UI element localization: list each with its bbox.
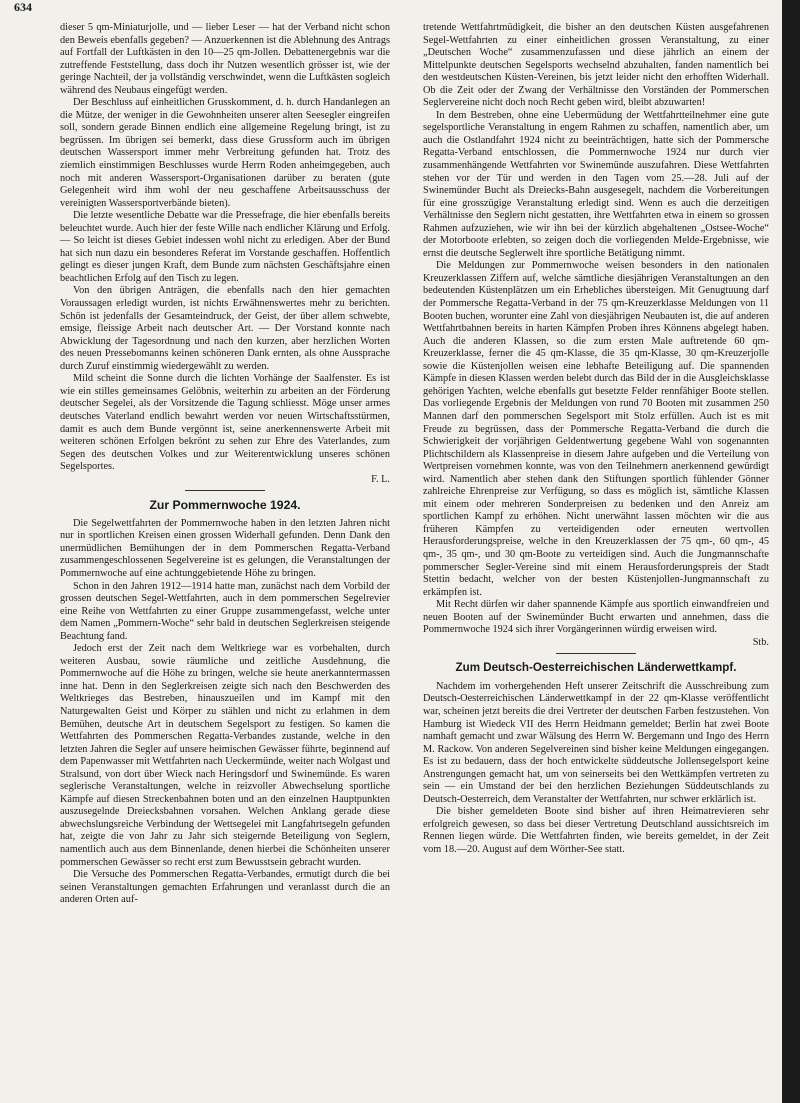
signature: Stb. bbox=[752, 636, 769, 648]
paragraph: Der Beschluss auf einheitlichen Grusskomment, d. h. durch Handanlegen an die Mütze, der weniger in die Gewohnheiten unserer alten Seesegler eingreifen soll, sondern gerade Binnen endlich eine allgemeine Regelung bringt, ist zu begrüssen. Im übrigen sei bemerkt, dass diese Grussform auch im übrigen deutschen Wassersport immer mehr Verbreitung gefunden hat. Trotz des ziemlich einstimmigen Beschlusses wurde Herrn Roden anheimgegeben, auch noch mit anderen Wassersport-Organisationen darüber zu beraten (gute Gelegenheit wird ihm wohl der neu geschaffene Arbeitsausschuss der vereinigten Wassersportverbände bieten). bbox=[60, 97, 390, 209]
paragraph: Die letzte wesentliche Debatte war die Pressefrage, die hier ebenfalls bereits beleuchtet wurde. Auch hier der feste Wille nach endlicher Klärung und Erfolg. — So leicht ist dieses Gebiet indessen wohl nicht zu erledigen. Aber der Bund hat sich nun dazu ein besonderes Referat im Vorstande geschaffen. Hoffentlich gelingt es dieser jungen Kraft, dem Bunde zum nächsten Geschäftsjahre einen beachtlichen Erfolg auf den Tisch zu legen. bbox=[60, 210, 390, 284]
paragraph: dieser 5 qm-Miniaturjolle, und — lieber Leser — hat der Verband nicht schon den Beweis ebenfalls gegeben? — Anzuerkennen ist die Ablehnung des Antrags auf Fortfall der Luftkästen in den 10—25 qm-Jollen. Debattenergebnis war die zutreffende Feststellung, dass doch ihr Nutzen wesentlich grösser ist, wie der geringe Nachteil, der ja vollständig verschwindet, wenn die Luftkästen sogleich während des Neubaus eingefügt werden. bbox=[60, 22, 390, 96]
paragraph: In dem Bestreben, ohne eine Uebermüdung der Wettfahrtteilnehmer eine gute segelsportliche Veranstaltung in engem Rahmen zu schaffen, namentlich aber, um auch die Ostlandfahrt 1924 nicht zu beeinträchtigen, hatte sich der Pommersche Regatta-Verband entschlossen, die Pommernwoche 1924 nur durch vier zusammenhängende Wettfahrten vor Swinemünde auszufahren. Diese Wettfahrten stehen vor der Tür und werden in den Tagen vom 25.—28. Juli auf der Swinemünder Bucht als Dreiecks-Bahn ausgesegelt, nachdem die Vorbereitungen für eine grosszügige Veranstaltung erledigt sind. Wenn es auch die derzeitigen Verhältnisse den Seglern nicht gestatten, ihre Wettfahrten etwa in einem so grossen Rahmen aufzuziehen, wie wir ihn bei der kürzlich abgehaltenen „Ostsee-Woche“ der Motorboote erlebten, so zeigen doch die vorliegenden Melde-Ergebnisse, wie ernst die deutsche Seglerwelt ihre sportliche Betätigung nimmt. bbox=[423, 109, 769, 259]
signature-line bbox=[60, 474, 390, 487]
paragraph: Mild scheint die Sonne durch die lichten Vorhänge der Saalfenster. Es ist wie ein stilles gemeinsames Gelöbnis, weiterhin zu arbeiten an der Förderung deutscher Segelei, als der Vorsitzende die Tagung schliesst. Möge unser armes deutsches Vaterland endlich bewahrt werden vor neuen Wirtschaftsstürmen, damit es auch dem Bunde vergönnt ist, seine anerkennenswerte Arbeit mit weiteren schönen Erfolgen bekrönt zu sehen zur Ehre des Vaterlandes, zum Segen des deutschen Volkes und zur Weiterentwicklung unseres schönen Segelsportes. bbox=[60, 373, 390, 473]
page-number: 634 bbox=[14, 0, 32, 14]
paragraph: Die bisher gemeldeten Boote sind bisher auf ihren Heimatrevieren sehr erfolgreich gewesen, so dass bei dieser Vertretung Deutschland aussichtsreich im Rennen liegen würde. Die Wettfahrten finden, wie bereits gemeldet, in der Zeit vom 18.—20. August auf dem Wörther-See statt. bbox=[423, 806, 769, 855]
paragraph: Nachdem im vorhergehenden Heft unserer Zeitschrift die Ausschreibung zum Deutsch-Oesterreichischen Länderwettkampf in der 22 qm-Klasse veröffentlicht war, scheinen jetzt bereits die drei Vertreter der deutschen Farben festzustehen. Von Hamburg ist Wiedeck VII des Herrn Heidmann gemeldet; Berlin hat zwei Boote namhaft gemacht und zwar Wälsung des Herrn W. Bergemann und Ingo des Herrn M. Rackow. Von anderen Segelvereinen sind bisher keine Meldungen eingegangen. Es ist zu bedauern, dass der hoch entwickelte süddeutsche Jollensegelsport keine Anstrengungen gemacht hat, um von seinerseits bei den Wettkämpfen vertreten zu sein — ein Umstand der bei den herzlichen Beziehungen Süddeutschlands zu Deutsch-Oesterreich, dem Veranstalter der Wettfahrten, nur schwer erklärlich ist. bbox=[423, 680, 769, 805]
page-binding-edge bbox=[782, 0, 800, 1103]
signature-line bbox=[423, 637, 769, 650]
left-column bbox=[60, 22, 390, 907]
divider bbox=[556, 653, 636, 654]
article-heading: Zur Pommernwoche 1924. bbox=[149, 498, 301, 513]
paragraph: Schon in den Jahren 1912—1914 hatte man, zunächst nach dem Vorbild der grossen deutschen Segel-Wettfahrten, auch in dem pommerschen Segelrevier eine Reihe von Wettfahrten zu einer Gruppe zusammengefasst, welche unter dem Namen „Pommern-Woche“ sehr bald in deutschen Seglerkreisen steigende Beachtung fand. bbox=[60, 580, 390, 642]
paragraph: Die Segelwettfahrten der Pommernwoche haben in den letzten Jahren nicht nur in sportlichen Kreisen einen grossen Widerhall gefunden. Denn Dank den unermüdlichen Bemühungen der in dem Pommerschen Regatta-Verband zusammengeschlossenen Segelvereine ist es gelungen, die Veranstaltungen der Pommernwoche auf eine achtunggebietende Höhe zu bringen. bbox=[60, 517, 390, 579]
paragraph: Jedoch erst der Zeit nach dem Weltkriege war es vorbehalten, durch weiteren Ausbau, sowie räumliche und zeitliche Ausdehnung, die Pommernwoche auf die Höhe zu bringen, welche sie heute anerkanntermassen inne hat. Denn in den Seglerkreisen zeigte sich nach den Beschwerden des Weltkrieges das Bestreben, hinauszueilen und im Kampf mit den Naturgewalten Geist und Körper zu stählen und nicht zu erlahmen in dem Bemühen, deutsche Art in deutschem Segelsport zu festigen. So kamen die Wettfahrten des Pommerschen Regatta-Verbandes zustande, welche in den letzten Jahren die Segler auf unsere heimischen Gewässer führte, beginnend auf dem Papenwasser mit Wettfahrten nach Ueckermünde, weiter nach Wolgast und Stralsund, von dort über Wieck nach Heringsdorf und Swinemünde. Es waren seglerische Veranstaltungen, welche in reizvoller Abwechselung sportliche Kämpfe auf diesen Streckenbahnen boten und an den einzelnen Hauptpunkten auszusegelnde Dreiecksbahnen vorsahen. Welchen Anklang gerade diese abwechslungsreiche Verbindung der Wettsegelei mit Langfahrtsegeln gefunden hat, zeigte die von Jahr zu Jahr sich steigernde Beteiligung von Seglern, namentlich auch aus dem Binnenlande, denen hierbei die Schönheiten unserer pommerschen Gewässer so recht erst zum Bewusstsein gebracht wurden. bbox=[60, 643, 390, 868]
paragraph: Die Meldungen zur Pommernwoche weisen besonders in den nationalen Kreuzerklassen Ziffern auf, welche sämtliche diesjährigen Veranstaltungen an den bedeutenden Küstenplätzen um ein Erhebliches übersteigen. Mit Genugtuung darf der Pommersche Regatta-Verband in der 75 qm-Kreuzerklasse Meldungen von 11 Booten buchen, worunter eine Zahl von diesjährigen Neubauten ist, die auf anderen Wettfahrtbahnen bereits in harten Kämpfen Proben ihres Könnens abgelegt haben. Auch die anderen Klassen, so die zum ersten Male auftretende 60 qm-Kreuzerklasse, ferner die 45 qm-Klasse, die 35 qm-Klasse, 30 qm-Kreuzerjolle sowie die Küstenjollen weisen eine lebhafte Beteiligung auf. Die spannenden Kämpfe in diesen Klassen werden belebt durch das Bild der in die Ausgleichsklasse gehörigen Yachten, welche ebenfalls gut besetzte Felder rennfähiger Boote stellen. Das vorliegende Ergebnis der Meldungen von rund 70 Booten mit zusammen 250 Mannen darf den pommerschen Segelsport mit Stolz erfüllen. Auch ist es mit Freude zu begrüssen, dass der Pommersche Regatta-Verband die durch die Schwierigkeit der vorjährigen Geldentwertung gegebene Wahl von sogenannten Plichtschildern als Klassenpreise in diesem Jahre aufgeben und die Verteilung von Wertpreisen vornehmen konnte, was von den Teilnehmern anerkennend gewürdigt wird. Namentlich aber stehen dank den Stiftungen sportlich fühlender Gönner zahlreiche Ehrenpreise zur Verfügung, so dass es möglich ist, sämtliche Klassen mit einem oder mehreren Sonderpreisen zu bedenken und den Anreiz am sportlichen Kampf zu erhöhen. Nicht unerwähnt lassen möchten wir die aus früheren Kämpfen zu verteidigenden oder erneuten wertvollen Herausforderungspreise, welche in den Kreuzerklassen der 75 qm-, 60 qm-, 45 qm-, 35 qm-, und 30 qm-Boote zu verteidigen sind. Auch die Jungmannschafte pommerscher Segler-Vereine sind mit einem Herausforderungspreis der Stadt Stettin bedacht, welcher von der besten Küstenjollen-Jungmannschaft zu erkämpfen ist. bbox=[423, 260, 769, 598]
right-column bbox=[423, 22, 769, 857]
signature: F. L. bbox=[371, 473, 390, 485]
paragraph: Die Versuche des Pommerschen Regatta-Verbandes, ermutigt durch die bei seinen Veranstaltungen gemachten Erfahrungen und veranlasst durch die an anderen Orten auf- bbox=[60, 869, 390, 906]
paragraph: tretende Wettfahrtmüdigkeit, die bisher an den deutschen Küsten ausgefahrenen Segel-Wettfahrten zu einer einheitlichen grossen Veranstaltung, zu einer „Deutschen Woche“ zusammenzufassen und diese jährlich an einem der Mittelpunkte deutschen Segelsports wechselnd abzuhalten, fanden namentlich bei den westdeutschen Küsten-Vereinen, bis jetzt leider nicht den erhofften Widerhall. Ob die Zeit oder der Zwang der Verhältnisse den Vorständen der Pommerschen Seglervereine nicht doch noch Recht geben wird, bleibt abzuwarten! bbox=[423, 22, 769, 109]
divider bbox=[185, 490, 265, 491]
article-heading: Zum Deutsch-Oesterreichischen Länderwettkampf. bbox=[455, 661, 737, 675]
paragraph: Mit Recht dürfen wir daher spannende Kämpfe aus sportlich einwandfreien und neuen Booten auf der Swinemünder Bucht erwarten und annehmen, dass die Pommernwoche 1924 sich ihrer Vorgängerinnen würdig erweisen wird. bbox=[423, 599, 769, 636]
paragraph: Von den übrigen Anträgen, die ebenfalls nach den hier gemachten Voraussagen erledigt wurden, ist nichts Erwähnenswertes mehr zu berichten. Schön ist jedenfalls der Gesamteindruck, der Geist, der über allem schwebte, emsige, fleissige Arbeit nach deutscher Art. — Der Vorstand konnte nach Abwicklung der Tagesordnung und nach den kurzen, aber herzlichen Worten des neuen Pressebomanns keinen schöneren Dank ernten, als ohne Aussprache durch Zuruf einstimmig wiedergewählt zu werden. bbox=[60, 285, 390, 372]
